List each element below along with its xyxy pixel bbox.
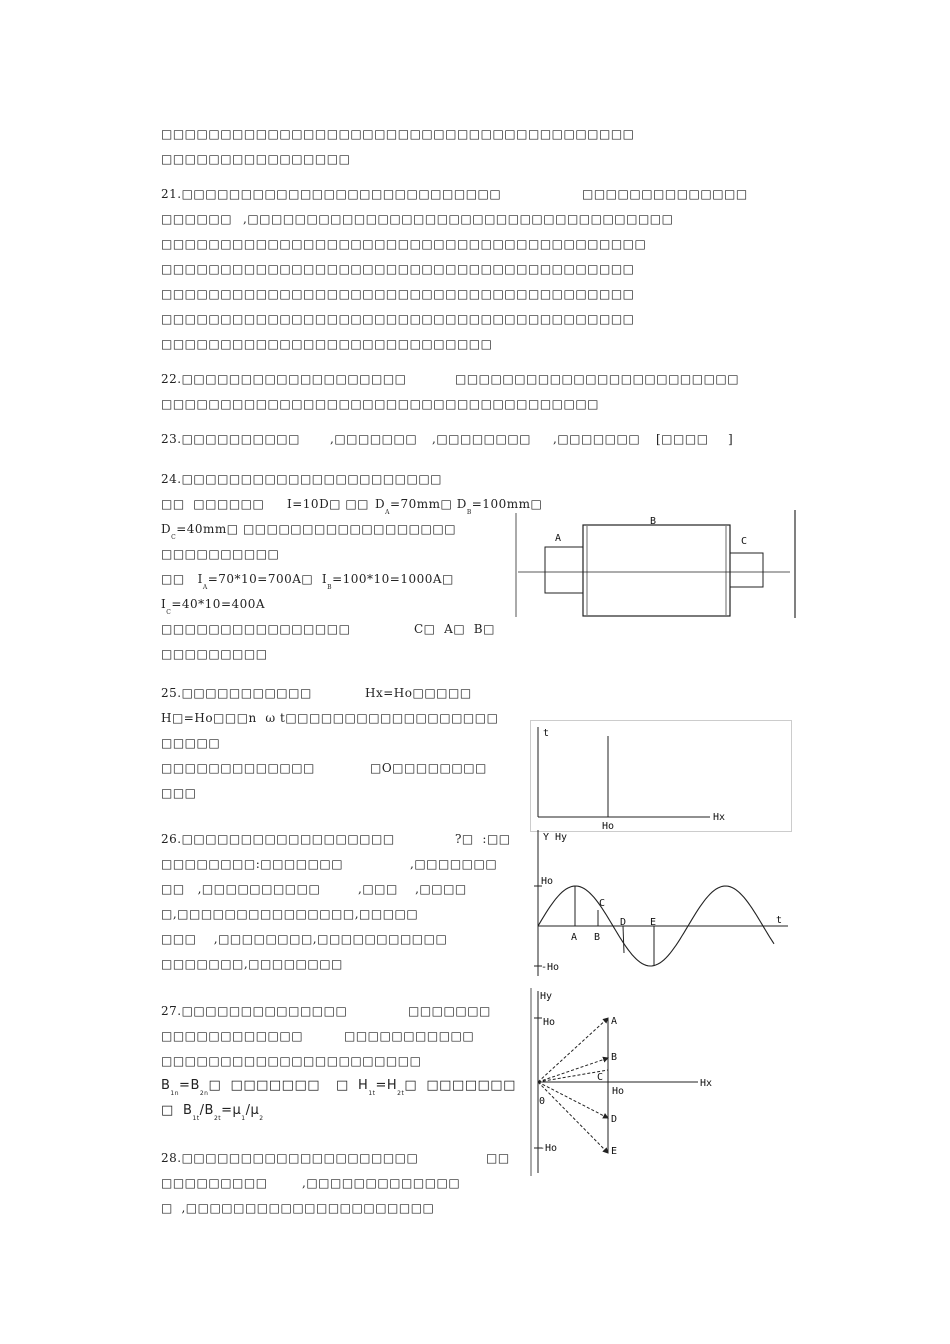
- question-27-formula: □ $B_{1t}/B_{2t}=\mu_1/\mu_2$: [161, 1103, 264, 1122]
- question-28-line: 28.□□□□□□□□□□□□□□□□□□□□: [161, 1151, 419, 1165]
- question-24-line: □□ □□□□□□: [161, 497, 265, 511]
- shaft-figure: [515, 510, 800, 620]
- question-26-line: ,□□□□□□□: [410, 857, 498, 871]
- question-22-line: □□□□□□□□□□□□□□□□□□□□□□□□□□□□□□□□□□□□□: [161, 397, 600, 411]
- question-26-line: □□□□□□□□:□□□□□□□: [161, 857, 344, 871]
- label-t: t: [543, 728, 550, 739]
- question-25-line: □□□□□: [161, 736, 221, 750]
- question-21-line: □□□□□□□□□□□□□□□□□□□□□□□□□□□□□□□□□□□□□□□□: [161, 312, 635, 326]
- question-26-line: □□□□□□□,□□□□□□□□: [161, 957, 343, 971]
- question-24-formula: $D_C=40mm□$ □□□□□□□□□□□□□□□□□□: [161, 522, 457, 541]
- label-b: B: [611, 1052, 618, 1063]
- question-23-line: ,□□□□□□□: [330, 432, 418, 446]
- label-neg-ho: -Ho: [541, 962, 560, 973]
- question-25-line: 25.□□□□□□□□□□□: [161, 686, 312, 700]
- question-28-line: □ ,□□□□□□□□□□□□□□□□□□□□□: [161, 1201, 435, 1215]
- question-28-line: ,□□□□□□□□□□□□□: [302, 1176, 461, 1190]
- question-23-line: ,□□□□□□□: [553, 432, 641, 446]
- label-d: D: [620, 917, 627, 928]
- question-23-line: ]: [728, 432, 734, 446]
- question-27-formula: □ $H_{1t}=H_{2t}□$ □□□□□□□: [336, 1078, 516, 1097]
- question-26-line: □□ ,□□□□□□□□□□: [161, 882, 321, 896]
- question-28-line: □□: [486, 1151, 510, 1165]
- question-22-line: □□□□□□□□□□□□□□□□□□□□□□□□: [455, 372, 740, 386]
- hy-t-figure: [530, 828, 792, 978]
- question-24-line: I=10D□ □□: [287, 497, 370, 511]
- question-21-line: □□□□□□: [161, 212, 233, 226]
- question-24-line: □□□□□□□□□□□□□□□□: [161, 622, 351, 636]
- question-24-line: 24.□□□□□□□□□□□□□□□□□□□□□□: [161, 472, 443, 486]
- question-25-line: Hx=Ho□□□□□: [365, 686, 472, 700]
- label-d: D: [611, 1114, 618, 1125]
- vector-figure: [530, 988, 792, 1176]
- question-23-line: ,□□□□□□□□: [432, 432, 532, 446]
- question-26-line: 26.□□□□□□□□□□□□□□□□□□: [161, 832, 395, 846]
- label-neg-ho: -Ho: [539, 1143, 558, 1154]
- question-21-line: □□□□□□□□□□□□□□□□□□□□□□□□□□□□□□□□□□□□□□□□: [161, 287, 635, 301]
- question-27-line: □□□□□□□□□□□□: [161, 1029, 304, 1043]
- question-24-formula: □□ $I_A=70*10=700A□$ $I_B=100*10=1000A□$: [161, 572, 454, 591]
- question-22-line: 22.□□□□□□□□□□□□□□□□□□□: [161, 372, 407, 386]
- label-e: E: [650, 917, 657, 928]
- question-25-line: □□□: [161, 786, 197, 800]
- question-27-line: 27.□□□□□□□□□□□□□□: [161, 1004, 348, 1018]
- t-hx-figure: [530, 720, 792, 832]
- text-line: □□□□□□□□□□□□□□□□□□□□□□□□□□□□□□□□□□□□□□□□: [161, 127, 635, 141]
- label-ho: Ho: [602, 821, 615, 832]
- question-21-line: □□□□□□□□□□□□□□□□□□□□□□□□□□□□□□□□□□□□□□□□: [161, 262, 635, 276]
- question-24-line: □□□□□□□□□□: [161, 547, 280, 561]
- question-26-line: ,□□□ ,□□□□: [358, 882, 467, 896]
- question-25-line: □□□□□□□□□□□□□: [161, 761, 315, 775]
- label-t: t: [776, 915, 783, 926]
- label-b: B: [650, 516, 657, 527]
- label-c: C: [741, 536, 748, 547]
- label-a: A: [555, 533, 562, 544]
- question-21-line: □□□□□□□□□□□□□□: [582, 187, 748, 201]
- question-26-line: ?□ :□□: [455, 832, 511, 846]
- question-25-line: H□=Ho□□□n ω t□□□□□□□□□□□□□□□□□□: [161, 711, 499, 725]
- label-a: A: [611, 1016, 618, 1027]
- question-21-line: □□□□□□□□□□□□□□□□□□□□□□□□□□□□: [161, 337, 493, 351]
- label-c: C: [597, 1072, 604, 1083]
- label-hy: Hy: [540, 991, 553, 1002]
- question-25-line: □O□□□□□□□□: [370, 761, 487, 775]
- text-line: □□□□□□□□□□□□□□□□: [161, 152, 351, 166]
- question-24-line: C□ A□ B□: [414, 622, 495, 636]
- label-b: B: [594, 932, 601, 943]
- question-21-line: ,□□□□□□□□□□□□□□□□□□□□□□□□□□□□□□□□□□□□: [243, 212, 674, 226]
- question-27-formula: $B_{1n}=B_{2n}□$ □□□□□□□: [161, 1078, 321, 1097]
- label-c: C: [599, 898, 606, 909]
- question-28-line: □□□□□□□□□: [161, 1176, 268, 1190]
- question-24-line: □□□□□□□□□: [161, 647, 268, 661]
- label-hx: Hx: [713, 812, 726, 823]
- question-27-line: □□□□□□□: [408, 1004, 491, 1018]
- question-26-line: □□□ ,□□□□□□□□,□□□□□□□□□□□: [161, 932, 448, 946]
- question-24-formula: $I_C=40*10=400A$: [161, 597, 266, 616]
- question-21-line: □□□□□□□□□□□□□□□□□□□□□□□□□□□□□□□□□□□□□□□□□: [161, 237, 647, 251]
- label-o: 0: [539, 1096, 546, 1107]
- label-hx: Hx: [700, 1078, 713, 1089]
- label-a: A: [571, 932, 578, 943]
- question-23-line: [□□□□: [656, 432, 709, 446]
- question-27-line: □□□□□□□□□□□□□□□□□□□□□□: [161, 1054, 422, 1068]
- question-27-line: □□□□□□□□□□□: [344, 1029, 475, 1043]
- question-21-line: 21.□□□□□□□□□□□□□□□□□□□□□□□□□□□: [161, 187, 502, 201]
- question-23-line: 23.□□□□□□□□□□: [161, 432, 300, 446]
- label-ho: Ho: [541, 876, 554, 887]
- label-e: E: [611, 1146, 618, 1157]
- question-26-line: □,□□□□□□□□□□□□□□□,□□□□□: [161, 907, 419, 921]
- label-ho-top: Ho: [543, 1017, 556, 1028]
- question-24-formula: $D_A=70mm□$ $D_B=100mm□$: [375, 497, 543, 516]
- label-y-hy: Y Hy: [543, 832, 568, 843]
- label-ho-mid: Ho: [612, 1086, 625, 1097]
